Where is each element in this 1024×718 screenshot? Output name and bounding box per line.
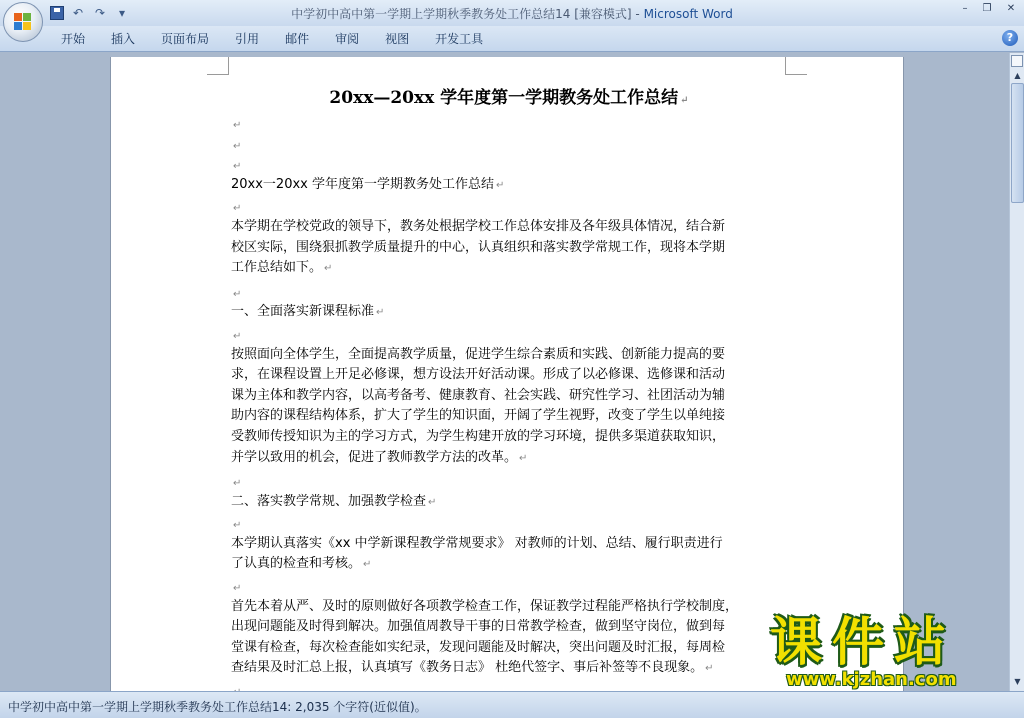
- window-title: [0, 5, 1024, 22]
- status-bar: [0, 691, 1024, 718]
- watermark-logo: [770, 613, 1020, 690]
- text-line: 按照面向全体学生，全面提高教学质量，促进学生综合素质和实践、创新能力提高的要: [231, 346, 726, 362]
- text-line: 堂课有检查，每次检查能如实纪录，发现问题能及时解决，突出问题及时汇报，每周检: [231, 639, 726, 655]
- empty-paragraph: ↵: [233, 330, 242, 342]
- text-line: 出现问题能及时得到解决。加强值周教导干事的日常教学检查，做到坚守岗位，做到每: [231, 619, 726, 635]
- text-line: 首先本着从严、及时的原则做好各项教学检查工作，保证教学过程能严格执行学校制度，: [231, 598, 739, 614]
- section-2-body-2: [231, 597, 787, 680]
- intro-paragraph: [231, 217, 787, 280]
- text-line: 受教师传授知识为主的学习方式，为学生构建开放的学习环境，提供多渠道获取知识，: [231, 428, 726, 444]
- text-line: 本学期在学校党政的领导下，教务处根据学校工作总体安排及各年级具体情况，结合新: [231, 218, 726, 234]
- ribbon-tabs: [48, 30, 496, 48]
- office-button[interactable]: [3, 2, 43, 42]
- close-button[interactable]: ✕: [1006, 3, 1016, 14]
- empty-paragraph: ↵: [233, 520, 242, 532]
- text-line: 并学以致用的机会，促进了教师教学方法的改革。 ↵: [231, 449, 528, 465]
- undo-icon[interactable]: ↶: [72, 6, 84, 20]
- section-2-title: 二、落实教学常规、加强教学检查 ↵: [231, 493, 437, 509]
- document-workspace: [0, 53, 1009, 691]
- empty-paragraph: ↵: [233, 203, 242, 215]
- ribbon: [0, 26, 1024, 52]
- document-title: 中学初中高中第一学期上学期秋季教务处工作总结14 [兼容模式] -: [291, 7, 644, 21]
- text-line: 本学期认真落实《xx 中学新课程教学常规要求》 对教师的计划、总结、履行职责进行: [231, 535, 723, 551]
- help-icon[interactable]: ?: [1002, 30, 1018, 46]
- tab-mailings[interactable]: 邮件: [285, 32, 310, 46]
- document-body[interactable]: [231, 83, 787, 701]
- scroll-up-icon[interactable]: ▲: [1014, 71, 1021, 80]
- tab-developer[interactable]: 开发工具: [435, 32, 484, 46]
- text-line: 工作总结如下。 ↵: [231, 260, 333, 276]
- watermark-main-text: 课件站: [770, 613, 957, 673]
- tab-home[interactable]: 开始: [61, 32, 86, 46]
- empty-paragraph: ↵: [233, 120, 242, 131]
- watermark-url: www.kjzhan.com: [786, 669, 957, 690]
- office-logo-icon: [14, 13, 32, 31]
- empty-paragraph: ↵: [233, 478, 242, 490]
- scroll-thumb[interactable]: [1011, 83, 1024, 203]
- tab-references[interactable]: 引用: [235, 32, 260, 46]
- tab-view[interactable]: 视图: [385, 32, 410, 46]
- section-1-body: [231, 345, 787, 470]
- window-controls: [954, 0, 1024, 18]
- text-line: 助内容的课程结构体系，扩大了学生的知识面，开阔了学生视野，改变了学生以单纯接: [231, 408, 726, 424]
- empty-paragraph: ↵: [233, 140, 242, 152]
- section-2-body: [231, 534, 787, 576]
- minimize-button[interactable]: –: [962, 3, 968, 14]
- text-line: 了认真的检查和考核。 ↵: [231, 556, 372, 572]
- crop-mark-left: [207, 57, 229, 75]
- vertical-scrollbar[interactable]: [1009, 53, 1024, 691]
- text-line: 课为主体和教学内容，以高考备考、健康教育、社会实践、研究性学习、社团活动为辅: [231, 387, 726, 403]
- subtitle-paragraph: 20xx一20xx 学年度第一学期教务处工作总结 ↵: [231, 176, 505, 192]
- app-name: Microsoft Word: [643, 7, 733, 21]
- empty-paragraph: ↵: [233, 288, 242, 300]
- text-line: 求，在课程设置上开足必修课，想方设法开好活动课。形成了以必修课、选修课和活动: [231, 367, 726, 383]
- tab-review[interactable]: 审阅: [335, 32, 360, 46]
- scroll-down-icon[interactable]: ▼: [1014, 677, 1021, 686]
- ruler-toggle-icon[interactable]: [1011, 55, 1023, 67]
- title-bar: [0, 0, 1024, 26]
- text-line: 查结果及时汇总上报，认真填写《教务日志》 杜绝代签字、事后补签等不良现象。 ↵: [231, 660, 714, 676]
- redo-icon[interactable]: ↷: [94, 6, 106, 20]
- tab-insert[interactable]: 插入: [111, 32, 136, 46]
- restore-button[interactable]: ❐: [982, 3, 992, 14]
- empty-paragraph: ↵: [233, 583, 242, 595]
- section-1-title: 一、全面落实新课程标准 ↵: [231, 304, 385, 320]
- empty-paragraph: ↵: [233, 161, 242, 173]
- text-line: 校区实际，围绕狠抓教学质量提升的中心，认真组织和落实教学常规工作，现将本学期: [231, 239, 726, 255]
- tab-page-layout[interactable]: 页面布局: [161, 32, 210, 46]
- document-heading: 20xx—20xx 学年度第一学期教务处工作总结 ↵: [329, 88, 689, 108]
- crop-mark-right: [785, 57, 807, 75]
- customize-toolbar-icon[interactable]: ▾: [118, 6, 126, 20]
- status-text: 中学初中高中第一学期上学期秋季教务处工作总结14: 2,035 个字符(近似值)。: [8, 700, 427, 714]
